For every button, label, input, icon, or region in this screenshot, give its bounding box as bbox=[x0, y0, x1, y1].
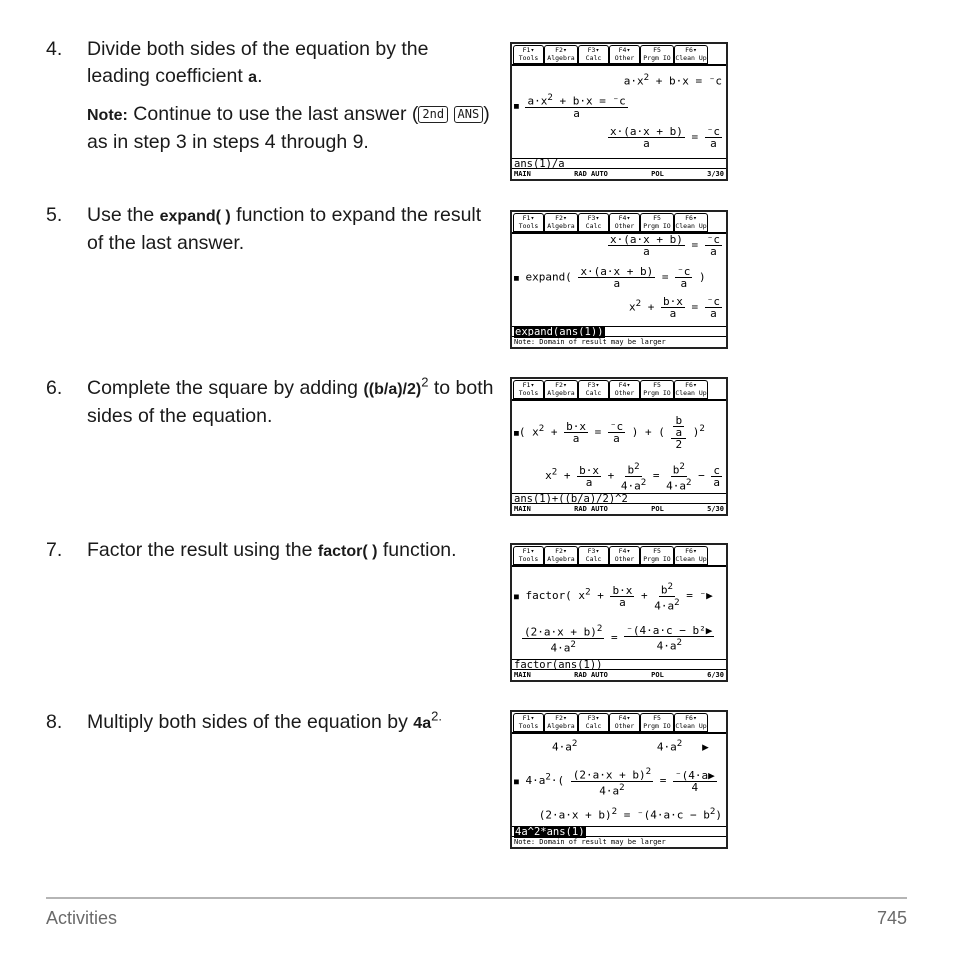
step-text: to both sides of the equation. bbox=[87, 377, 494, 427]
key-2nd: 2nd bbox=[418, 106, 448, 123]
toolbar-f5: F5 Prgm IO bbox=[640, 380, 674, 399]
status-message: Note: Domain of result may be larger bbox=[512, 336, 726, 347]
step-keyword: ((b/a)/2) bbox=[363, 381, 422, 398]
calculator-screen-2 bbox=[510, 210, 728, 349]
step-5 bbox=[46, 202, 496, 257]
entry-line: expand(ans(1)) bbox=[512, 326, 726, 337]
toolbar-f4: F4▾ Other bbox=[609, 213, 640, 232]
step-4 bbox=[46, 36, 496, 156]
toolbar-f3: F3▾ Calc bbox=[578, 213, 609, 232]
toolbar-f6: F6▾ Clean Up bbox=[675, 714, 707, 730]
history-area bbox=[512, 567, 726, 659]
toolbar-f6: F6▾ Clean Up bbox=[675, 381, 707, 397]
exponent: 2. bbox=[431, 708, 442, 724]
toolbar-f4: F4▾ Other bbox=[609, 380, 640, 399]
toolbar-f6: F6▾ Clean Up bbox=[675, 547, 707, 563]
toolbar-f1: F1▾ Tools bbox=[513, 380, 544, 399]
function-toolbar bbox=[512, 212, 726, 234]
step-keyword: a bbox=[248, 69, 258, 86]
calculator-screen-3 bbox=[510, 377, 728, 516]
step-number: 5. bbox=[46, 204, 63, 226]
toolbar-f1: F1▾ Tools bbox=[513, 45, 544, 64]
entry-line: ans(1)+((b/a)/2)^2 bbox=[512, 493, 726, 504]
page-number: 745 bbox=[876, 908, 907, 928]
toolbar-f2: F2▾ Algebra bbox=[544, 546, 578, 565]
history-line: $\frac{(2\cdot a\cdot x + b)^2}{4\cdot a^2}$ = $\frac{\text{⁻(4·a·c − b²▶}}{4\cdot a^2}$ bbox=[524, 623, 713, 655]
history-line: $(2\cdot a\cdot x + b)^2 = ^-(4\cdot a\cdot c - b^2)$ bbox=[538, 806, 722, 822]
step-text: function. bbox=[377, 539, 457, 561]
step-text: . bbox=[257, 65, 263, 87]
history-area bbox=[512, 734, 726, 826]
function-toolbar bbox=[512, 44, 726, 66]
note-text: Continue to use the last answer ( bbox=[127, 103, 419, 125]
toolbar-f2: F2▾ Algebra bbox=[544, 213, 578, 232]
step-keyword: factor( ) bbox=[317, 543, 378, 560]
toolbar-f5: F5 Prgm IO bbox=[640, 713, 674, 732]
toolbar-f1: F1▾ Tools bbox=[513, 213, 544, 232]
status-bar: MAIN RAD AUTO POL 3/30 bbox=[512, 168, 726, 179]
history-line: $a\cdot x^2 + b\cdot x = ^-c$ bbox=[623, 72, 722, 88]
step-text: Divide both sides of the equation by the leading coefficient bbox=[87, 38, 429, 87]
history-line: ■ $4\cdot a^2\cdot$( $\frac{(2\cdot a\cdot x + b)^2}{4\cdot a^2}$ = $\frac{^-(4\cdot a▶}{4}$ bbox=[514, 766, 715, 798]
step-text: Complete the square by adding bbox=[87, 377, 364, 399]
toolbar-f5: F5 Prgm IO bbox=[640, 45, 674, 64]
toolbar-f4: F4▾ Other bbox=[609, 546, 640, 565]
footer-section: Activities bbox=[46, 908, 118, 928]
key-ans: ANS bbox=[454, 106, 484, 123]
status-message: Note: Domain of result may be larger bbox=[512, 836, 726, 847]
toolbar-f4: F4▾ Other bbox=[609, 45, 640, 64]
step-number: 4. bbox=[46, 38, 63, 60]
toolbar-f3: F3▾ Calc bbox=[578, 380, 609, 399]
toolbar-f1: F1▾ Tools bbox=[513, 546, 544, 565]
exponent: 2 bbox=[421, 374, 429, 390]
history-line: ■ expand( $\frac{x\cdot(a\cdot x + b)}{a}$ = $\frac{^-c}{a}$ ) bbox=[514, 265, 706, 290]
history-line: $x^2$ + $\frac{b\cdot x}{a}$ = $\frac{^-c}{a}$ bbox=[628, 295, 720, 320]
history-line: $\frac{x\cdot(a\cdot x + b)}{a}$ = $\frac{^-c}{a}$ bbox=[610, 125, 720, 150]
toolbar-f2: F2▾ Algebra bbox=[544, 45, 578, 64]
history-area bbox=[512, 234, 726, 326]
toolbar-f2: F2▾ Algebra bbox=[544, 713, 578, 732]
entry-line: ans(1)/a bbox=[512, 158, 726, 169]
step-text: Factor the result using the bbox=[87, 539, 318, 561]
function-toolbar bbox=[512, 545, 726, 567]
note-text: ) as in step 3 in steps 4 through 9. bbox=[87, 103, 490, 153]
history-line: $\frac{x\cdot(a\cdot x + b)}{a}$ = $\frac{^-c}{a}$ bbox=[610, 233, 720, 258]
step-keyword: expand( ) bbox=[159, 208, 231, 225]
history-line: ■( $x^2$ + $\frac{b\cdot x}{a}$ = $\frac{^-c}{a}$ ) + ( $\frac{\frac{b}{a}}{2}$ )$^2$ bbox=[514, 414, 705, 451]
toolbar-f6: F6▾ Clean Up bbox=[675, 214, 707, 230]
step-number: 7. bbox=[46, 539, 63, 561]
function-toolbar bbox=[512, 712, 726, 734]
step-number: 6. bbox=[46, 377, 63, 399]
footer-rule bbox=[46, 897, 907, 899]
toolbar-f5: F5 Prgm IO bbox=[640, 546, 674, 565]
history-line: $x^2$ + $\frac{b\cdot x}{a}$ + $\frac{b^2}{4\cdot a^2}$ = $\frac{b^2}{4\cdot a^2}$ − $\frac{c}{a}$ bbox=[545, 461, 720, 493]
toolbar-f3: F3▾ Calc bbox=[578, 546, 609, 565]
toolbar-f1: F1▾ Tools bbox=[513, 713, 544, 732]
toolbar-f3: F3▾ Calc bbox=[578, 45, 609, 64]
step-7 bbox=[46, 537, 496, 565]
history-area bbox=[512, 401, 726, 493]
history-line: ■ $\frac{a\cdot x^2 + b\cdot x = ^-c}{a}$ bbox=[514, 92, 626, 120]
step-text: Multiply both sides of the equation by bbox=[87, 711, 414, 733]
entry-line: 4a^2*ans(1) bbox=[512, 826, 726, 837]
calculator-screen-1 bbox=[510, 42, 728, 181]
step-text: function to expand the result of the last answer. bbox=[87, 204, 482, 254]
history-line: ■ factor( $x^2$ + $\frac{b\cdot x}{a}$ + $\frac{b^2}{4\cdot a^2}$ = ⁻▶ bbox=[514, 581, 713, 613]
toolbar-f4: F4▾ Other bbox=[609, 713, 640, 732]
step-text: Use the bbox=[87, 204, 160, 226]
step-keyword: 4a bbox=[413, 715, 432, 732]
toolbar-f3: F3▾ Calc bbox=[578, 713, 609, 732]
history-line: $4\cdot a^2$ $4\cdot a^2$ ▶ bbox=[552, 738, 709, 754]
step-8 bbox=[46, 709, 496, 737]
step-6 bbox=[46, 375, 496, 430]
entry-line: factor(ans(1)) bbox=[512, 659, 726, 670]
history-area bbox=[512, 66, 726, 158]
toolbar-f2: F2▾ Algebra bbox=[544, 380, 578, 399]
calculator-screen-4 bbox=[510, 543, 728, 682]
note bbox=[87, 101, 496, 156]
status-bar: MAIN RAD AUTO POL 6/30 bbox=[512, 669, 726, 680]
toolbar-f5: F5 Prgm IO bbox=[640, 213, 674, 232]
toolbar-f6: F6▾ Clean Up bbox=[675, 46, 707, 62]
note-label: Note: bbox=[87, 107, 128, 124]
status-bar: MAIN RAD AUTO POL 5/30 bbox=[512, 503, 726, 514]
function-toolbar bbox=[512, 379, 726, 401]
step-number: 8. bbox=[46, 711, 63, 733]
calculator-screen-5 bbox=[510, 710, 728, 849]
